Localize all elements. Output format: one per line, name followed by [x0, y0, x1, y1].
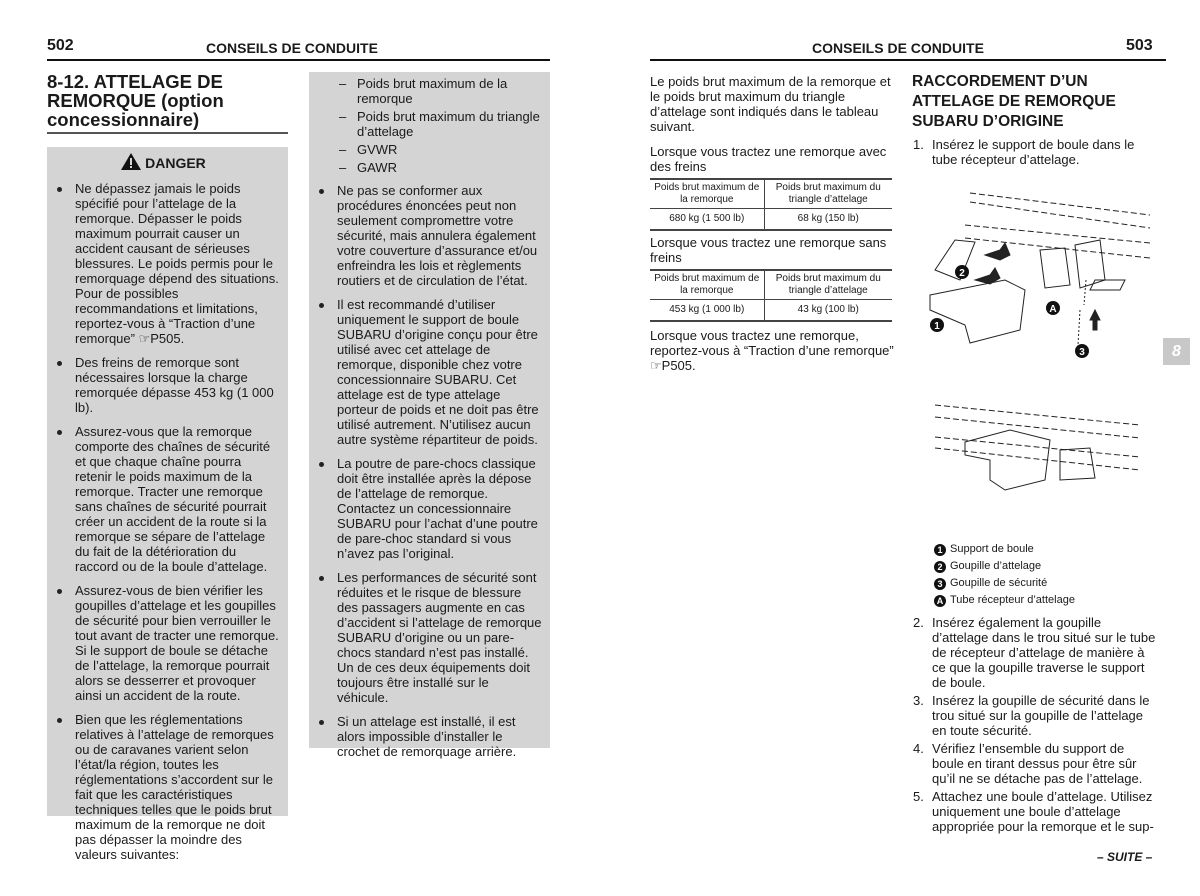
danger-bullet: Ne pas se conformer aux procédures énoncées peut non seulement compromettre votre sécurité, mais annulera également votre couverture d’assurance et/ou enfreindra les lois et règlements routiers et de circulation de l’état. — [309, 183, 542, 288]
danger-bullet: Si un attelage est installé, il est alors impossible d’installer le crochet de remorquage arrière. — [309, 714, 542, 759]
danger-bullet: Les performances de sécurité sont réduites et le risque de blessure des passagers augmente en cas d’accident si l’attelage de remorque SUBARU d’origine ou un pare-chocs standard n’est pas installé. Un de ces deux équipements doit toujours être installé sur le véhicule. — [309, 570, 542, 705]
step-number: 5. — [913, 789, 924, 804]
legend-text: Goupille d’attelage — [950, 560, 1042, 572]
callout-a-label: A — [1049, 304, 1057, 315]
right-col2 — [912, 72, 1156, 170]
danger-bullet: Ne dépassez jamais le poids spécifié pour l’attelage de la remorque. Dépasser le poids maximum pourrait causer un accident causant de sérieuses blessures. Le poids permis pour le remorquage dépend des situations. Pour de possibles recommandations et limitations, reportez-vous à “Traction d’une remorque” ☞P505. — [47, 181, 280, 346]
header-rule — [650, 59, 1166, 61]
without-brakes-label: Lorsque vous tractez une remorque sans freins — [650, 235, 887, 265]
diagram-legend — [934, 541, 1075, 609]
step-text: Insérez la goupille de sécurité dans le trou situé sur la goupille de l’attelage en toute sécurité. — [932, 693, 1150, 738]
legend-key: 3 — [934, 578, 946, 590]
danger-bullet: Bien que les réglementations relatives à l’attelage de remorques ou de caravanes varient selon l’état/la région, toutes les réglementations s’accordent sur le fait que les caractéristiques techniques telles que le poids brut maximum de la remorque ne doit pas dépasser la moindre des valeurs suivantes: — [47, 712, 280, 862]
warning-triangle-icon — [121, 153, 141, 170]
step-number: 4. — [913, 741, 924, 756]
step-number: 2. — [913, 615, 924, 630]
table-cell: 68 kg (150 lb) — [764, 209, 892, 231]
table-cell: 680 kg (1 500 lb) — [650, 209, 764, 231]
running-header-right: CONSEILS DE CONDUITE — [812, 40, 984, 56]
step-number: 1. — [913, 137, 924, 152]
legend-item — [934, 541, 1075, 558]
with-brakes-label: Lorsque vous tractez une remorque avec des freins — [650, 144, 887, 174]
step-number: 3. — [913, 693, 924, 708]
danger-heading — [47, 153, 280, 171]
danger-box-col2 — [309, 72, 550, 759]
legend-key: 2 — [934, 561, 946, 573]
continued-label: – SUITE – — [1097, 850, 1153, 864]
step-text: Vérifiez l’ensemble du support de boule en tirant dessus pour être sûr qu’il ne se détache pas de l’attelage. — [932, 741, 1143, 786]
section-title: 8-12. ATTELAGE DE REMORQUE (option concessionnaire) — [47, 72, 288, 134]
dash-item: – Poids brut maximum de la remorque — [309, 76, 542, 106]
dash-item: – Poids brut maximum du triangle d’attelage — [309, 109, 542, 139]
hitch-diagram — [910, 180, 1160, 520]
step-text: Attachez une boule d’attelage. Utilisez uniquement une boule d’attelage appropriée pour la remorque et le sup- — [932, 789, 1154, 834]
danger-bullet: Assurez-vous de bien vérifier les goupilles d’attelage et les goupilles de sécurité pour bien verrouiller le tout avant de tracter une remorque. Si le support de boule se détache de l’attelage, la remorque pourrait alors se desserrer et provoquer ainsi un accident de la route. — [47, 583, 280, 703]
dash-item: – GAWR — [309, 160, 542, 175]
header-rule — [47, 59, 550, 61]
towing-reference: Lorsque vous tractez une remorque, reportez-vous à “Traction d’une remorque” ☞P505. — [650, 328, 894, 373]
danger-title: DANGER — [145, 155, 206, 171]
legend-text: Tube récepteur d’attelage — [950, 594, 1075, 606]
step-text: Insérez le support de boule dans le tube récepteur d’attelage. — [932, 137, 1135, 167]
legend-key: A — [934, 595, 946, 607]
page-number-left: 502 — [47, 37, 74, 54]
danger-bullet: La poutre de pare-chocs classique doit être installée après la dépose de l’attelage de remorque. Contactez un concessionnaire SUBARU pour l’achat d’une poutre de pare-choc standard si vous n’avez pas l’original. — [309, 456, 542, 561]
section-title: RACCORDEMENT D’UN ATTELAGE DE REMORQUE SUBARU D’ORIGINE — [912, 73, 1116, 130]
table-header: Poids brut maximum du triangle d’attelage — [764, 270, 892, 300]
steps-list — [912, 615, 1156, 837]
step-text: Insérez également la goupille d’attelage dans le trou situé sur le tube de récepteur d’attelage de manière à ce que la goupille traverse le support de boule. — [932, 615, 1156, 690]
legend-text: Goupille de sécurité — [950, 577, 1048, 589]
table-header: Poids brut maximum de la remorque — [650, 179, 764, 209]
legend-text: Support de boule — [950, 543, 1034, 555]
danger-bullet: Des freins de remorque sont nécessaires lorsque la charge remorquée dépasse 453 kg (1 000 lb). — [47, 355, 280, 415]
callout-3-label: 3 — [1079, 347, 1085, 358]
table-header: Poids brut maximum de la remorque — [650, 270, 764, 300]
danger-bullet: Assurez-vous que la remorque comporte des chaînes de sécurité et que chaque chaîne pourra retenir le poids maximum de la remorque. Tracter une remorque sans chaînes de sécurité pourrait créer un accident de la route si la remorque se sépare de l’attelage du fait de la détérioration du raccord ou de la boule d’attelage. — [47, 424, 280, 574]
legend-item — [934, 558, 1075, 575]
step-item — [912, 789, 1156, 834]
chapter-tab[interactable]: 8 — [1163, 338, 1190, 365]
legend-item — [934, 592, 1075, 609]
running-header-left: CONSEILS DE CONDUITE — [206, 40, 378, 56]
intro-text: Le poids brut maximum de la remorque et le poids brut maximum du triangle d’attelage sont indiqués dans le tableau suivant. — [650, 74, 891, 134]
legend-item — [934, 575, 1075, 592]
table-header: Poids brut maximum du triangle d’attelage — [764, 179, 892, 209]
table-cell: 43 kg (100 lb) — [764, 300, 892, 322]
step-item — [912, 741, 1156, 786]
danger-box-col1 — [47, 147, 288, 862]
diagram-callouts — [930, 265, 1089, 358]
table-without-brakes — [650, 269, 892, 322]
callout-2-label: 2 — [959, 268, 965, 279]
legend-key: 1 — [934, 544, 946, 556]
step-item — [912, 137, 1156, 167]
step-item — [912, 693, 1156, 738]
table-cell: 453 kg (1 000 lb) — [650, 300, 764, 322]
section-heading-block — [47, 72, 288, 134]
table-with-brakes — [650, 178, 892, 231]
danger-bullet: Il est recommandé d’utiliser uniquement le support de boule SUBARU d’origine conçu pour être utilisé avec cet attelage de remorque, disponible chez votre concessionnaire SUBARU. Cet attelage est de type attelage porteur de poids et ne doit pas être utilisé autrement. N’utilisez aucun autre système répartiteur de poids. — [309, 297, 542, 447]
page-number-right: 503 — [1126, 37, 1153, 54]
right-col1 — [650, 74, 894, 383]
callout-1-label: 1 — [934, 321, 940, 332]
step-item — [912, 615, 1156, 690]
dash-item: – GVWR — [309, 142, 542, 157]
